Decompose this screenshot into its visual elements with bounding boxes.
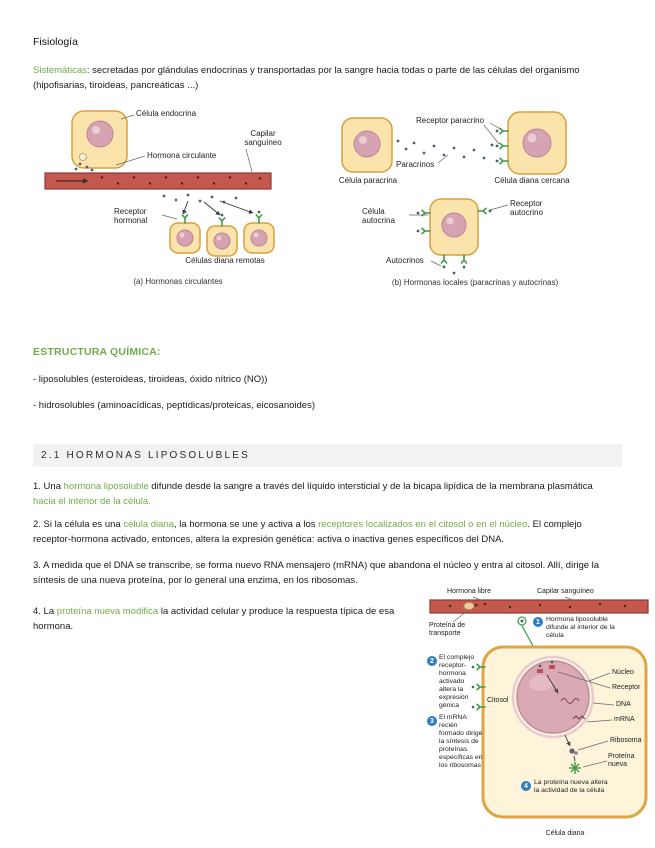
p1-green-term: hormona liposoluble: [63, 481, 149, 492]
label-hormone-receptor: Receptor hormonal: [114, 207, 148, 226]
label-circulating-hormone: Hormona circulante: [147, 151, 217, 160]
bullet-liposolubles: - liposolubles (esteroideas, tiroideas, óxido nítrico (NO)): [33, 374, 268, 385]
paracrine-cell-shape: [342, 118, 392, 172]
section-title: 2.1 HORMONAS LIPOSOLUBLES: [41, 450, 250, 461]
label-free-hormone: Hormona libre: [447, 588, 491, 595]
p1-text-a: 1. Una: [33, 481, 64, 492]
nucleus-shape: [513, 657, 593, 737]
capillary-shape: [45, 173, 271, 189]
step-2-text: El complejo receptor-hormona activado altera la expresión génica: [439, 654, 475, 710]
label-endocrine-cell: Célula endocrina: [136, 109, 197, 118]
capillary-shape-c: [430, 600, 648, 613]
hormone-dots: [163, 194, 238, 204]
label-mrna: mRNA: [614, 716, 635, 723]
p2-green-term2: receptores localizados en el citosol o en el núcleo: [318, 519, 528, 530]
intro-term: Sistemáticas: [33, 65, 87, 76]
paracrine-dots: [397, 140, 494, 160]
section-header: [33, 444, 622, 467]
page-title: Fisiología: [33, 36, 78, 48]
p2-text-b: , la hormona se une y activa a los: [174, 519, 319, 530]
p1-green-tail: hacia el interior de la célula.: [33, 496, 151, 508]
p4-green-term: proteína nueva modifica: [56, 606, 159, 617]
label-paracrine-receptor: Receptor paracrino: [416, 116, 485, 125]
figure-b-caption: (b) Hormonas locales (paracrinas y autocrinas): [391, 278, 559, 287]
label-receptor: Receptor: [612, 684, 641, 691]
paragraph-3: [33, 558, 603, 588]
figure-b-graphics: [332, 103, 632, 299]
estructura-heading: ESTRUCTURA QUÍMICA:: [33, 346, 161, 358]
figure-local-hormones: [332, 103, 632, 299]
step-2-badge: 2: [427, 656, 437, 666]
figure-liposoluble-mechanism: [425, 585, 653, 845]
p2-text-c: . El complejo receptor-hormona activado, entonces, altera la expresión genética: activa o inactiva genes específicos del DNA.: [33, 519, 582, 546]
label-autocrine-receptor: Receptor autocrino: [510, 199, 543, 218]
bullet-hidrosolubles: - hidrosolubles (aminoacídicas, peptídicas/proteicas, eicosanoides): [33, 400, 315, 411]
p3-text: 3. A medida que el DNA se transcribe, se forma nuevo RNA mensajero (mRNA) que abandona el núcleo y entra al citosol. Allí, dirige la síntesis de una nueva proteína, por lo general una enzima, en los ribosomas.: [33, 560, 600, 587]
label-dna: DNA: [616, 701, 631, 708]
step-4-text: La proteína nueva altera la actividad de la célula: [534, 779, 608, 795]
endocrine-cell-shape: [72, 111, 127, 171]
step-1-text: Hormona liposoluble difunde al interior de la célula: [546, 616, 615, 640]
p2-green-term1: célula diana: [123, 519, 175, 530]
intro-paragraph: [33, 63, 611, 93]
label-autocrines: Autocrinos: [386, 256, 424, 265]
label-paracrine-cell: Célula paracrina: [338, 176, 398, 185]
label-nucleus: Núcleo: [612, 669, 634, 676]
label-new-protein: Proteína nueva: [608, 753, 635, 769]
step-3-text: El mRNA recién formado dirige la síntesis de proteínas específicas en los ribosomas: [439, 714, 483, 770]
paragraph-2: [33, 517, 618, 547]
figure-a-caption: (a) Hormonas circulantes: [133, 277, 223, 286]
label-capillary-c: Capilar sanguíneo: [537, 588, 594, 595]
step-3-badge: 3: [427, 716, 437, 726]
label-remote-target-cells: Células diana remotas: [185, 256, 265, 265]
label-nearby-target-cell: Célula diana cercana: [494, 176, 570, 185]
p4-text-b: la actividad celular y produce la respuesta típica de esa hormona.: [33, 606, 395, 633]
label-transport-protein: Proteína de transporte: [429, 622, 466, 638]
figure-c-caption: Célula diana: [545, 830, 585, 837]
target-cells-shape: [170, 211, 274, 256]
label-capillary-a: Capilar sanguíneo: [244, 129, 282, 148]
paragraph-4: [33, 604, 421, 634]
label-paracrines: Paracrinos: [396, 160, 435, 169]
label-autocrine-cell: Célula autocrina: [362, 207, 395, 226]
label-ribosome: Ribosoma: [610, 737, 642, 744]
p2-text-a: 2. Si la célula es una: [33, 519, 124, 530]
p1-text-b: difunde desde la sangre a través del líquido intersticial y de la bicapa lipídica de la membrana plasmática: [148, 481, 593, 492]
label-cytosol: Citosol: [487, 697, 509, 704]
nearby-target-cell-shape: [496, 112, 566, 174]
step-4-badge: 4: [521, 781, 531, 791]
p4-text-a: 4. La: [33, 606, 57, 617]
paragraph-1: [33, 479, 618, 509]
figure-circulating-hormones: [36, 103, 334, 299]
intro-text: : secretadas por glándulas endocrinas y transportadas por la sangre hacia todas o parte de las células del organismo (hipofisarias, tiroideas, pancreáticas ...): [33, 65, 580, 92]
step-1-badge: 1: [533, 617, 543, 627]
